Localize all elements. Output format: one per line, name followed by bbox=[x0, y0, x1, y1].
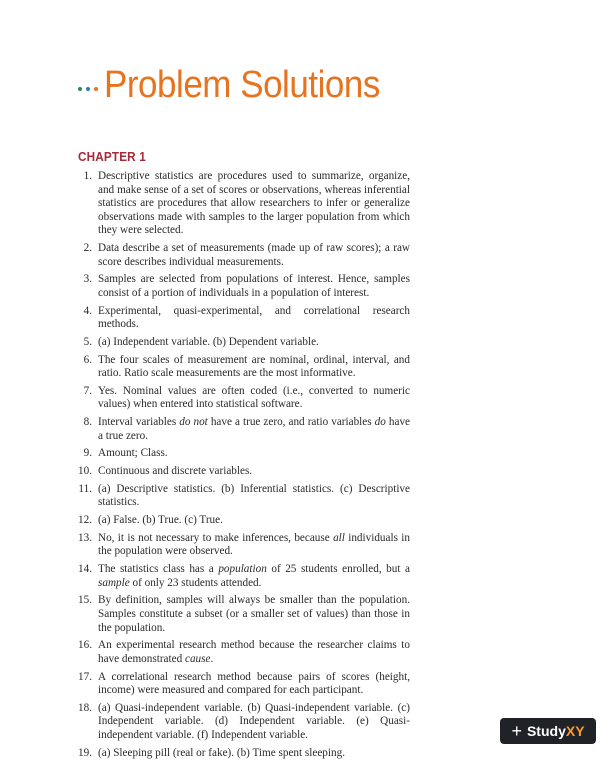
dot-orange bbox=[94, 87, 98, 91]
list-item bbox=[78, 416, 410, 443]
item-text: By definition, samples will always be smaller than the population. Samples constitute a subset (or a smaller set of values) than those in the population. bbox=[98, 594, 410, 634]
list-item bbox=[78, 273, 410, 300]
item-number: 11. bbox=[78, 482, 92, 495]
item-number: 6. bbox=[83, 353, 92, 366]
chapter-heading: CHAPTER 1 bbox=[78, 149, 146, 164]
list-item bbox=[78, 747, 410, 761]
item-text: Yes. Nominal values are often coded (i.e., converted to numeric values) when entered into statistical software. bbox=[98, 384, 410, 411]
list-item bbox=[78, 532, 410, 559]
list-item bbox=[78, 563, 410, 590]
item-number: 15. bbox=[78, 594, 92, 607]
item-text: Samples are selected from populations of interest. Hence, samples consist of a portion of individuals in a population of interest. bbox=[98, 273, 410, 299]
list-item bbox=[78, 242, 410, 269]
list-item bbox=[78, 639, 410, 666]
item-number: 10. bbox=[78, 465, 92, 478]
item-number: 13. bbox=[78, 531, 92, 544]
badge-brand: Study bbox=[526, 723, 566, 739]
item-number: 17. bbox=[78, 670, 92, 683]
list-item bbox=[78, 336, 410, 350]
list-item bbox=[78, 702, 410, 743]
item-text: The four scales of measurement are nominal, ordinal, interval, and ratio. Ratio scale measurements are the most informative. bbox=[98, 353, 410, 380]
list-item bbox=[78, 170, 410, 238]
item-text: Data describe a set of measurements (made up of raw scores); a raw score describes individual measurements. bbox=[98, 242, 410, 268]
solutions-list bbox=[78, 170, 410, 764]
item-number: 5. bbox=[83, 335, 92, 348]
item-text: (a) Independent variable. (b) Dependent variable. bbox=[98, 335, 319, 348]
item-number: 2. bbox=[83, 242, 92, 255]
item-text: Experimental, quasi-experimental, and correlational research methods. bbox=[98, 304, 410, 331]
list-item bbox=[78, 305, 410, 332]
item-number: 19. bbox=[78, 746, 92, 759]
item-number: 8. bbox=[83, 416, 92, 429]
item-text: (a) Quasi-independent variable. (b) Quasi-independent variable. (c) Independent variable. (d) Independent variable. (e) Quasi-independent variable. (f) Independent variable. bbox=[98, 701, 410, 741]
item-text: Interval variables do not have a true zero, and ratio variables do have a true zero. bbox=[98, 416, 411, 442]
item-number: 18. bbox=[78, 701, 92, 714]
plus-icon: + bbox=[511, 721, 522, 741]
item-text: Amount; Class. bbox=[98, 447, 168, 460]
page-header bbox=[78, 66, 404, 104]
item-number: 7. bbox=[83, 384, 92, 397]
badge-brand-accent: XY bbox=[565, 723, 585, 739]
studyxy-badge[interactable] bbox=[500, 718, 596, 744]
item-text: Continuous and discrete variables. bbox=[98, 465, 253, 478]
list-item bbox=[78, 354, 410, 381]
item-text: No, it is not necessary to make inferences, because all individuals in the population were observed. bbox=[98, 531, 410, 558]
dot-green bbox=[78, 87, 82, 91]
page-title: Problem Solutions bbox=[104, 64, 380, 106]
title-dots-icon bbox=[78, 87, 98, 91]
item-number: 12. bbox=[78, 514, 92, 527]
list-item bbox=[78, 447, 410, 461]
list-item bbox=[78, 385, 410, 412]
list-item bbox=[78, 483, 410, 510]
item-text: The statistics class has a population of 25 students enrolled, but a sample of only 23 students attended. bbox=[98, 563, 410, 589]
item-text: A correlational research method because pairs of scores (height, income) were measured and compared for each participant. bbox=[98, 670, 410, 697]
item-number: 1. bbox=[83, 170, 92, 182]
item-number: 4. bbox=[83, 304, 92, 317]
list-item bbox=[78, 671, 410, 698]
item-text: An experimental research method because the researcher claims to have demonstrated cause. bbox=[98, 639, 410, 665]
list-item bbox=[78, 594, 410, 635]
item-text: (a) Descriptive statistics. (b) Inferential statistics. (c) Descriptive statistics. bbox=[98, 482, 410, 509]
item-text: Descriptive statistics are procedures used to summarize, organize, and make sense of a set of scores or observations, whereas inferential statistics are procedures that allow researchers to infer or generalize observations made with samples to the larger population from which they were selected. bbox=[98, 170, 410, 237]
list-item bbox=[78, 465, 410, 479]
item-number: 3. bbox=[83, 273, 92, 286]
item-text: (a) Sleeping pill (real or fake). (b) Time spent sleeping. bbox=[98, 746, 345, 759]
item-number: 14. bbox=[78, 563, 92, 576]
list-item bbox=[78, 514, 410, 528]
item-number: 16. bbox=[78, 639, 92, 652]
dot-blue bbox=[86, 87, 90, 91]
item-number: 9. bbox=[83, 447, 92, 460]
item-text: (a) False. (b) True. (c) True. bbox=[98, 514, 223, 527]
